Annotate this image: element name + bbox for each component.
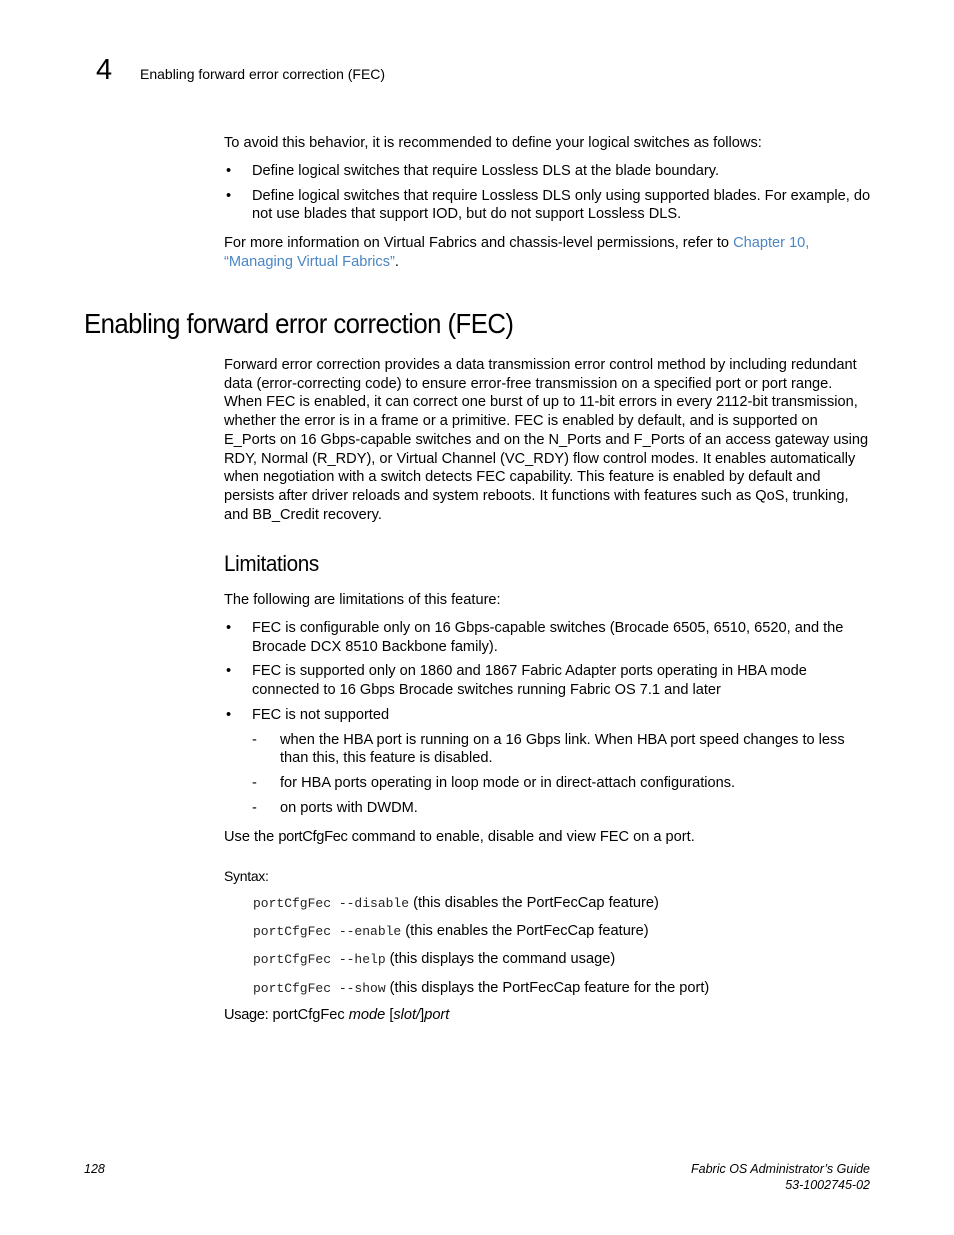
sub-list-item-text: on ports with DWDM.: [280, 799, 418, 816]
book-title: Fabric OS Administrator’s Guide: [691, 1162, 870, 1176]
running-title: Enabling forward error correction (FEC): [140, 66, 386, 82]
footer-book-info: [691, 1161, 870, 1193]
sub-list-item: [252, 774, 872, 793]
intro-bullet-list: [224, 162, 872, 230]
dash-marker: -: [252, 774, 257, 791]
usage-slot: slot/: [393, 1007, 421, 1023]
more-info-suffix: .: [394, 253, 399, 270]
bullet-marker: •: [226, 620, 232, 636]
intro-lead: To avoid this behavior, it is recommended to define your logical switches as follows:: [224, 135, 762, 151]
dash-marker: -: [252, 799, 257, 816]
list-item-text: Define logical switches that require Lossless DLS only using supported blades. For example, do not use blades that support IOD, but do not support Lossless DLS.: [252, 187, 871, 223]
use-suffix: command to enable, disable and view FEC on a port.: [347, 829, 695, 845]
page-number: 128: [84, 1162, 105, 1176]
list-item: [224, 187, 872, 224]
syntax-line: [253, 979, 709, 998]
syntax-description: (this disables the PortFecCap feature): [409, 895, 659, 911]
usage-port: port: [424, 1007, 450, 1023]
more-info-prefix: For more information on Virtual Fabrics and chassis-level permissions, refer to: [224, 235, 734, 251]
syntax-description: (this displays the PortFecCap feature for the port): [385, 980, 710, 996]
syntax-description: (this enables the PortFecCap feature): [401, 923, 649, 939]
syntax-line: [253, 922, 649, 941]
usage-line: [224, 1006, 449, 1024]
doc-number: 53-1002745-02: [785, 1178, 870, 1192]
list-item-text: FEC is supported only on 1860 and 1867 Fabric Adapter ports operating in HBA mode connected to 16 Gbps Brocade switches running Fabric OS 7.1 and later: [252, 663, 807, 699]
bullet-marker: •: [226, 163, 232, 179]
fec-description: Forward error correction provides a data transmission error control method by including redundant data (error-correcting code) to ensure error-free transmission on a specified port or port range. When FEC is enabled, it can correct one burst of up to 11-bit errors in every 2112-bit transmission, whether the error is in a frame or a primitive. FEC is enabled by default, and is supported on E_Ports on 16 Gbps-capable switches and on the N_Ports and F_Ports of an access gateway using RDY, Normal (R_RDY), or Virtual Channel (VC_RDY) flow control modes. It enables automatically when negotiation with a switch detects FEC capability. This feature is enabled by default and persists after driver reloads and system reboots. It functions with features such as QoS, trunking, and BB_Credit recovery.: [224, 357, 869, 523]
syntax-label: Syntax:: [224, 868, 269, 884]
usage-command: portCfgFec: [268, 1007, 349, 1023]
use-command-paragraph: [224, 828, 872, 847]
list-item: [224, 619, 872, 656]
usage-bracket-close: ]: [420, 1007, 425, 1023]
list-item: [224, 162, 872, 181]
limitations-title: Limitations: [224, 551, 319, 576]
dash-marker: -: [252, 731, 257, 748]
limitations-bullet-list: [224, 619, 872, 823]
syntax-line: [253, 950, 615, 969]
list-item-text: FEC is configurable only on 16 Gbps-capable switches (Brocade 6505, 6510, 6520, and the Brocade DCX 8510 Backbone family).: [252, 620, 844, 655]
syntax-code: portCfgFec --enable: [253, 924, 402, 939]
bullet-marker: •: [226, 663, 232, 680]
list-item-text: Define logical switches that require Lossless DLS at the blade boundary.: [252, 163, 719, 179]
usage-mode: mode: [348, 1007, 386, 1023]
usage-bracket-open: [: [385, 1007, 394, 1023]
syntax-line: [253, 894, 659, 913]
sub-list-item: [252, 731, 872, 768]
more-info-paragraph: [224, 234, 872, 271]
list-item-text: FEC is not supported: [252, 706, 390, 723]
section-title: Enabling forward error correction (FEC): [84, 308, 514, 339]
bullet-marker: •: [226, 187, 232, 204]
syntax-description: (this displays the command usage): [385, 951, 616, 967]
bullet-marker: •: [226, 706, 232, 723]
syntax-code: portCfgFec --disable: [253, 896, 410, 911]
list-item: [224, 706, 872, 818]
command-name: portCfgFec: [278, 829, 348, 845]
use-prefix: Use the: [224, 829, 279, 845]
sub-list-item-text: for HBA ports operating in loop mode or in direct-attach configurations.: [280, 774, 736, 791]
chapter-number: 4: [96, 54, 113, 86]
sub-list-item-text: when the HBA port is running on a 16 Gbps link. When HBA port speed changes to less than this, this feature is disabled.: [280, 731, 845, 767]
limitations-lead: The following are limitations of this feature:: [224, 592, 501, 608]
not-supported-sub-list: [252, 731, 872, 818]
sub-list-item: [252, 799, 872, 818]
syntax-code: portCfgFec --show: [253, 981, 386, 996]
syntax-code: portCfgFec --help: [253, 952, 386, 967]
usage-label: Usage:: [224, 1007, 269, 1023]
list-item: [224, 662, 872, 699]
chapter-10-link[interactable]: Chapter 10, “Managing Virtual Fabrics”: [224, 235, 810, 270]
